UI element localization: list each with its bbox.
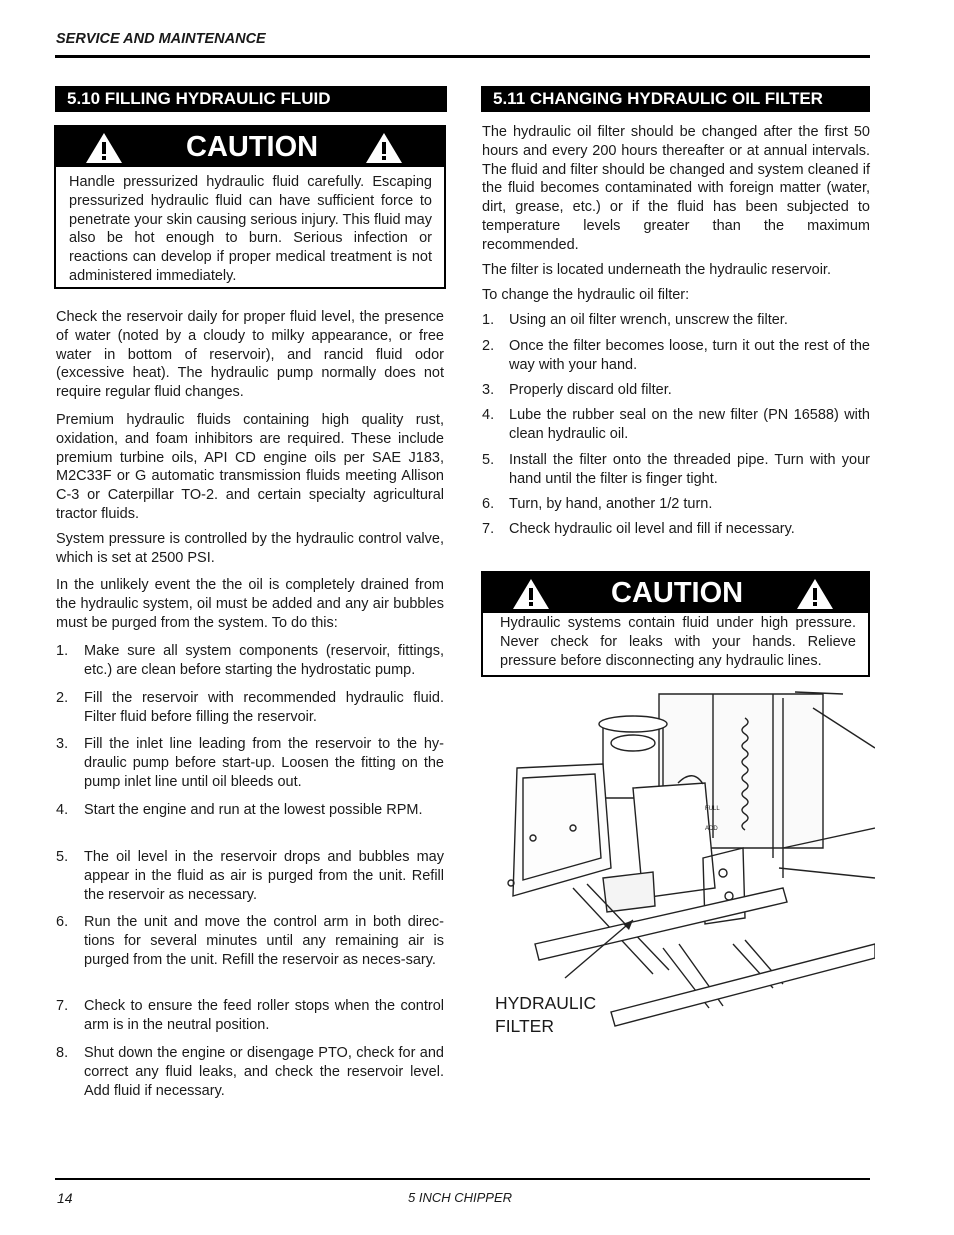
step-text: Properly discard old filter.	[509, 382, 672, 398]
step-text: Turn, by hand, another 1/2 turn.	[509, 496, 713, 512]
step-number: 8.	[56, 1045, 69, 1061]
step-number: 5.	[482, 452, 495, 468]
header-rule	[55, 55, 870, 58]
step-text: Check hydraulic oil level and fill if necessary.	[509, 521, 795, 537]
paragraph: In the unlikely event the the oil is completely drained from the hydraulic system, oil must be added and any air bubbles must be purged from the system. To do this:	[56, 577, 444, 631]
paragraph: Check the reservoir daily for proper fluid level, the presence of water (noted by a cloudy to milky appearance, or free water in bottom of reservoir), and rancid fluid odor (excessive heat). The hydraulic pump normally does not require regular fluid changes.	[56, 309, 444, 401]
gauge-full-label: FULL	[705, 806, 720, 812]
caution-band	[56, 127, 444, 167]
caution-text: Hydraulic systems contain fluid under high pressure. Never check for leaks with your hands. Relieve pressure before disconnecting any hydraulic lines.	[500, 615, 856, 669]
caution-title: CAUTION	[186, 131, 319, 163]
document-title: 5 INCH CHIPPER	[408, 1190, 513, 1205]
hydraulic-filter-illustration	[483, 688, 875, 1044]
step-number: 6.	[482, 496, 495, 512]
footer-rule	[55, 1178, 870, 1180]
caution-band	[483, 573, 868, 613]
step-number: 4.	[56, 802, 69, 818]
step-number: 3.	[482, 382, 495, 398]
warning-triangle-icon	[795, 577, 835, 611]
paragraph: System pressure is controlled by the hydraulic control valve, which is set at 2500 PSI.	[56, 531, 444, 566]
caution-title: CAUTION	[611, 577, 744, 609]
step-text: Lube the rubber seal on the new filter (PN 16588) with clean hydraulic oil.	[509, 407, 870, 442]
step-text: Using an oil filter wrench, unscrew the filter.	[509, 312, 788, 328]
step-number: 1.	[56, 643, 69, 659]
paragraph: The hydraulic oil filter should be changed after the first 50 hours and every 200 hours thereafter or at annual intervals. The fluid and filter should be changed and system cleaned if the fluid becomes contaminated with foreign matter (water, dirt, grease, etc.) or if the fluid has been subjected to temperature levels greater than the maximum recommended.	[482, 124, 870, 253]
figure-label-line1: HYDRAULIC	[495, 993, 597, 1013]
heading-5-11: 5.11 CHANGING HYDRAULIC OIL FILTER	[481, 86, 870, 112]
gauge-add-label: ADD	[705, 826, 718, 832]
step-text: Check to ensure the feed roller stops when the control arm is in the neutral position.	[84, 998, 444, 1033]
step-number: 7.	[56, 998, 69, 1014]
step-number: 1.	[482, 312, 495, 328]
step-text: Make sure all system components (reservoir, fittings, etc.) are clean before starting the hydrostatic pump.	[84, 643, 444, 678]
warning-triangle-icon	[511, 577, 551, 611]
warning-triangle-icon	[84, 131, 124, 165]
step-text: Run the unit and move the control arm in both direc-tions for several minutes until any remaining air is purged from the unit. Refill the reservoir as neces-sary.	[84, 914, 444, 968]
paragraph: Premium hydraulic fluids containing high quality rust, oxidation, and foam inhibitors are required. These include premium turbine oils, API CD engine oils per SAE J183, M2C33F or G automatic transmission fluids meeting Allison C-3 or Caterpillar TO-2. and certain specialty agricultural tractor fluids.	[56, 412, 444, 522]
figure-label-line2: FILTER	[495, 1016, 554, 1036]
step-text: Install the filter onto the threaded pipe. Turn with your hand until the filter is finger tight.	[509, 452, 870, 487]
page-number: 14	[57, 1190, 73, 1206]
caution-box-pressure	[481, 571, 870, 677]
step-text: Fill the inlet line leading from the reservoir to the hy-draulic pump before start-up. Loosen the fitting on the pump inlet line until oil bleeds out.	[84, 736, 444, 790]
step-text: The oil level in the reservoir drops and bubbles may appear in the fluid as air is purged from the unit. Refill the reservoir as necessary.	[84, 849, 444, 903]
step-text: Once the filter becomes loose, turn it out the rest of the way with your hand.	[509, 338, 870, 373]
step-number: 2.	[482, 338, 495, 354]
warning-triangle-icon	[364, 131, 404, 165]
step-number: 5.	[56, 849, 69, 865]
paragraph: The filter is located underneath the hydraulic reservoir.	[482, 262, 831, 278]
figure-label	[495, 992, 596, 1038]
step-number: 3.	[56, 736, 69, 752]
paragraph: To change the hydraulic oil filter:	[482, 287, 690, 303]
heading-5-10: 5.10 FILLING HYDRAULIC FLUID	[55, 86, 447, 112]
caution-text: Handle pressurized hydraulic fluid carefully. Escaping pressurized hydraulic fluid can have sufficient force to penetrate your skin causing serious injury. This fluid may also be hot enough to burn. Serious infection or reactions can develop if proper medical treatment is not administered immediately.	[69, 174, 432, 284]
step-number: 7.	[482, 521, 495, 537]
step-text: Fill the reservoir with recommended hydraulic fluid. Filter fluid before filling the reservoir.	[84, 690, 444, 725]
step-number: 2.	[56, 690, 69, 706]
step-text: Shut down the engine or disengage PTO, check for and correct any fluid leaks, and check the reservoir level. Add fluid if necessary.	[84, 1045, 444, 1099]
step-number: 4.	[482, 407, 495, 423]
step-text: Start the engine and run at the lowest possible RPM.	[84, 802, 423, 818]
running-header: SERVICE AND MAINTENANCE	[56, 31, 266, 47]
step-number: 6.	[56, 914, 69, 930]
caution-box-fluid	[54, 125, 446, 289]
